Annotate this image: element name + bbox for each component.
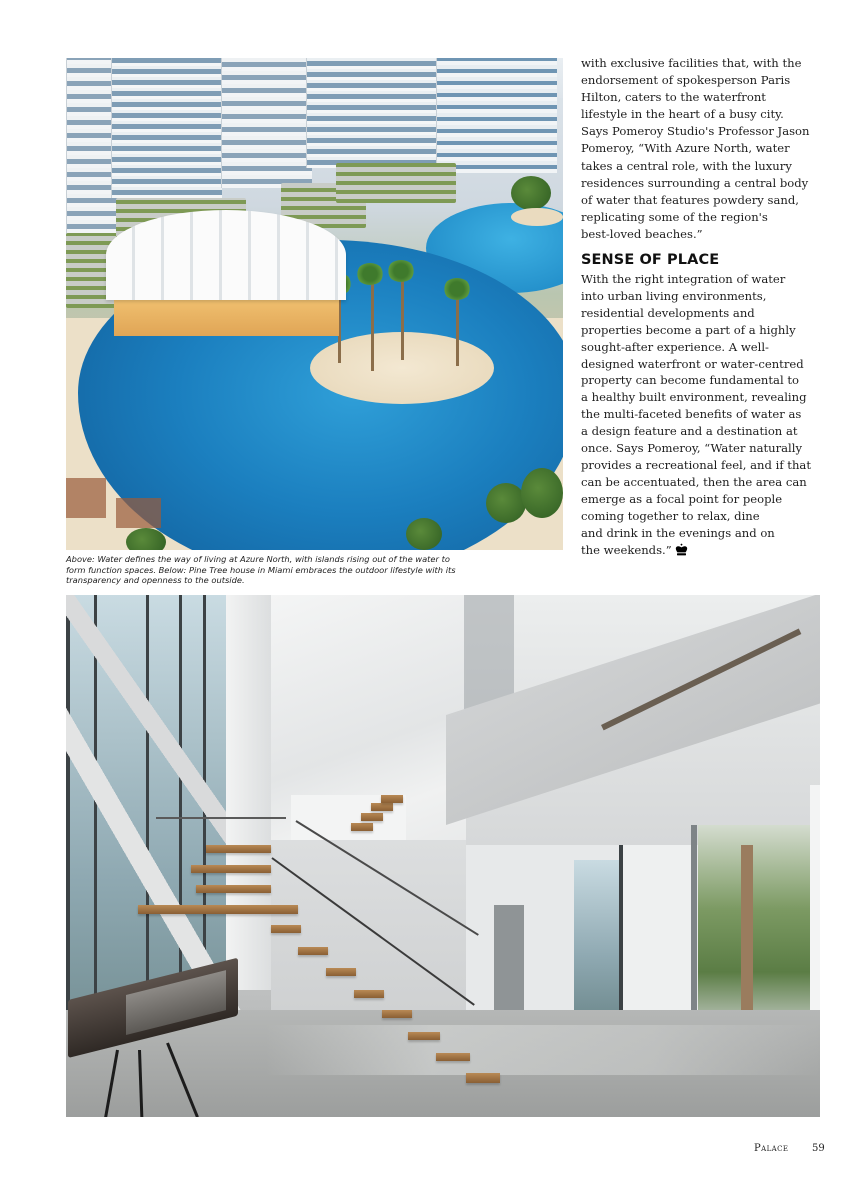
section-heading: SENSE OF PLACE [581, 252, 720, 268]
body-line: sought-after experience. A well- [581, 339, 769, 354]
body-line: of water that features powdery sand, [581, 192, 799, 207]
body-line: takes a central role, with the luxury [581, 158, 792, 173]
body-line: once. Says Pomeroy, “Water naturally [581, 441, 803, 456]
page-number: 59 [812, 1143, 825, 1154]
body-line: can be accentuated, then the area can [581, 474, 807, 489]
body-line: and drink in the evenings and on [581, 525, 775, 540]
azure-north-photo [66, 58, 563, 550]
body-line: into urban living environments, [581, 288, 767, 303]
body-line: a healthy built environment, revealing [581, 390, 807, 405]
body-line: properties become a part of a highly [581, 322, 796, 337]
body-line: lifestyle in the heart of a busy city. [581, 107, 784, 122]
body-line: best-loved beaches.” [581, 226, 703, 241]
caption-line: transparency and openness to the outside. [66, 575, 245, 586]
article-body-column-sense-of-place [581, 271, 831, 560]
body-line: the multi-faceted benefits of water as [581, 407, 802, 422]
body-line: residential developments and [581, 305, 755, 320]
body-line: Says Pomeroy Studio's Professor Jason [581, 124, 810, 139]
pine-tree-house-photo [66, 595, 820, 1117]
body-line: emerge as a focal point for people [581, 491, 783, 506]
body-line: replicating some of the region's [581, 209, 768, 224]
body-line: with exclusive facilities that, with the [581, 56, 802, 70]
body-line: a design feature and a destination at [581, 424, 798, 439]
crown-icon [675, 543, 688, 561]
magazine-name: Palace [754, 1143, 789, 1154]
body-line: With the right integration of water [581, 272, 786, 286]
body-line: property can become fundamental to [581, 373, 799, 388]
article-body-column-intro [581, 55, 831, 243]
body-line-last [581, 542, 831, 561]
body-line: residences surrounding a central body [581, 175, 809, 190]
body-line: provides a recreational feel, and if that [581, 457, 812, 472]
caption-line: form function spaces. Below: Pine Tree house in Miami embraces the outdoor lifestyle with its [66, 564, 456, 575]
photo-caption [66, 554, 546, 586]
body-line: Pomeroy, “With Azure North, water [581, 141, 790, 156]
body-line: endorsement of spokesperson Paris [581, 73, 791, 88]
body-line: coming together to relax, dine [581, 508, 760, 523]
caption-line: Above: Water defines the way of living at Azure North, with islands rising out of the water to [66, 554, 450, 564]
body-line: Hilton, caters to the waterfront [581, 90, 766, 105]
body-line-text: the weekends.” [581, 542, 672, 557]
body-line: designed waterfront or water-centred [581, 356, 804, 371]
